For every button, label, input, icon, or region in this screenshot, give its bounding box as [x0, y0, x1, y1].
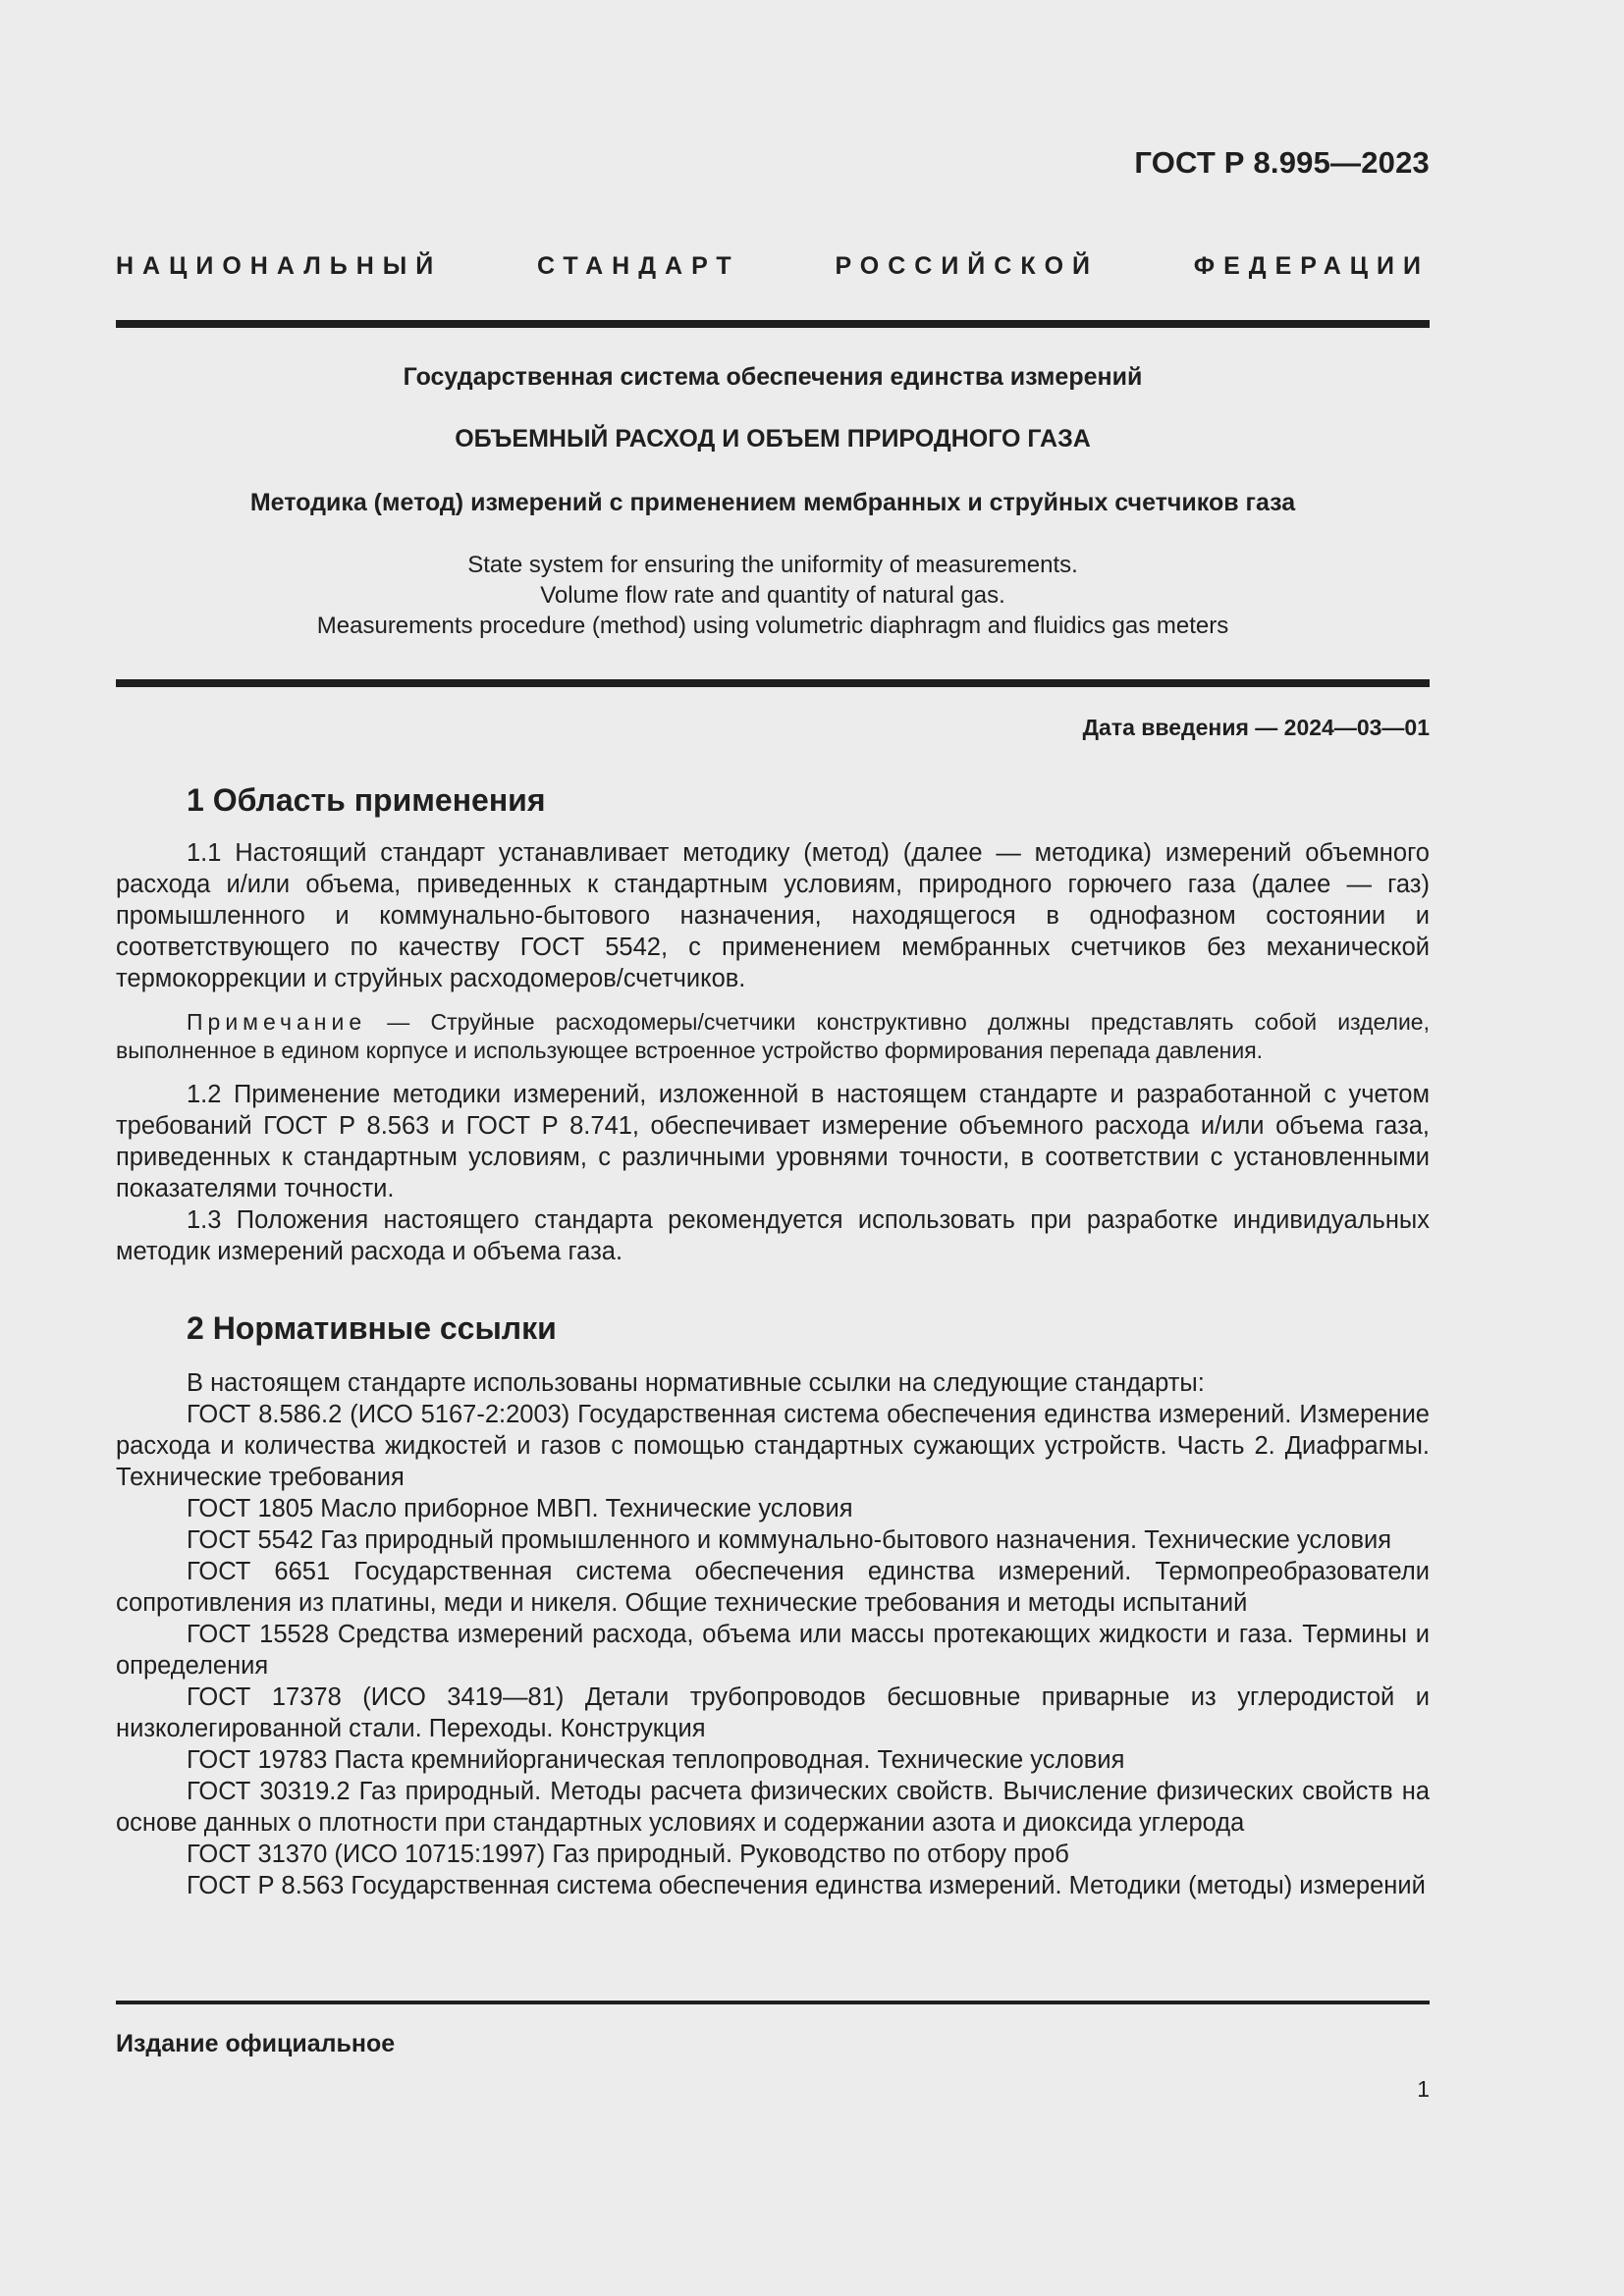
- paragraph-1-1: 1.1 Настоящий стандарт устанавливает методику (метод) (далее — методика) измерений объемного расхода и/или объема, приведенных к стандартным условиям, природного горючего газа (далее — газ) промышленного и коммунально-бытового назначения, находящегося в однофазном состоянии и соответствующего по качеству ГОСТ 5542, с применением мембранных счетчиков без механической термокоррекции и струйных расходомеров/счетчиков.: [116, 839, 1430, 992]
- english-title-line: Volume flow rate and quantity of natural gas.: [540, 582, 1005, 609]
- title-bottom-rule: [116, 679, 1430, 687]
- page-number: 1: [1417, 2076, 1430, 2102]
- reference-item: ГОСТ 15528 Средства измерений расхода, объема или массы протекающих жидкости и газа. Термины и определения: [116, 1621, 1430, 1680]
- reference-item: ГОСТ 19783 Паста кремнийорганическая теплопроводная. Технические условия: [187, 1746, 1125, 1774]
- reference-item: ГОСТ 1805 Масло приборное МВП. Технические условия: [187, 1495, 853, 1522]
- footer-rule: [116, 2001, 1430, 2004]
- section-1-heading: 1 Область применения: [187, 782, 546, 818]
- english-title-line: State system for ensuring the uniformity of measurements.: [467, 552, 1078, 578]
- method-title: Методика (метод) измерений с применением мембранных и струйных счетчиков газа: [249, 489, 1296, 516]
- standard-code: ГОСТ Р 8.995—2023: [1134, 145, 1430, 180]
- references-intro: В настоящем стандарте использованы нормативные ссылки на следующие стандарты:: [187, 1369, 1205, 1397]
- main-title: ОБЪЕМНЫЙ РАСХОД И ОБЪЕМ ПРИРОДНОГО ГАЗА: [455, 425, 1091, 453]
- paragraph-1-2: 1.2 Применение методики измерений, изложенной в настоящем стандарте и разработанной с учетом требований ГОСТ Р 8.563 и ГОСТ Р 8.741, обеспечивает измерение объемного расхода и/или объема газа, приведенных к стандартным условиям, с различными уровнями точности, в соответствии с установленными показателями точности.: [116, 1081, 1430, 1202]
- introduction-date: Дата введения — 2024—03—01: [1082, 715, 1430, 740]
- section-2-heading: 2 Нормативные ссылки: [187, 1310, 557, 1346]
- note-text: — Струйные расходомеры/счетчики конструктивно должны представлять собой изделие, выполненное в едином корпусе и использующее встроенное устройство формирования перепада давления.: [116, 1009, 1430, 1063]
- reference-item: ГОСТ 6651 Государственная система обеспечения единства измерений. Термопреобразователи сопротивления из платины, меди и никеля. Общие технические требования и методы испытаний: [116, 1558, 1430, 1617]
- official-edition-label: Издание официальное: [116, 2030, 396, 2057]
- reference-item: ГОСТ 30319.2 Газ природный. Методы расчета физических свойств. Вычисление физических свойств на основе данных о плотности при стандартных условиях и содержании азота и диоксида углерода: [116, 1778, 1430, 1837]
- reference-item: ГОСТ 31370 (ИСО 10715:1997) Газ природный. Руководство по отбору проб: [187, 1841, 1069, 1868]
- document-body: [116, 780, 1430, 1901]
- system-title: Государственная система обеспечения единства измерений: [403, 363, 1143, 391]
- national-standard-title: НАЦИОНАЛЬНЫЙ СТАНДАРТ РОССИЙСКОЙ ФЕДЕРАЦИИ: [116, 252, 1430, 280]
- note-paragraph: [116, 1008, 1430, 1065]
- paragraph-1-3: 1.3 Положения настоящего стандарта рекомендуется использовать при разработке индивидуальных методик измерений расхода и объема газа.: [116, 1206, 1430, 1265]
- reference-item: ГОСТ 5542 Газ природный промышленного и коммунально-бытового назначения. Технические условия: [187, 1526, 1392, 1554]
- note-label: Примечание: [187, 1009, 367, 1035]
- english-title-line: Measurements procedure (method) using volumetric diaphragm and fluidics gas meters: [316, 613, 1229, 639]
- top-rule: [116, 320, 1430, 328]
- reference-item: ГОСТ 8.586.2 (ИСО 5167-2:2003) Государственная система обеспечения единства измерений. Измерение расхода и количества жидкостей и газов с помощью стандартных сужающих устройств. Часть 2. Диафрагмы. Технические требования: [116, 1401, 1430, 1491]
- reference-item: ГОСТ Р 8.563 Государственная система обеспечения единства измерений. Методики (методы) измерений: [187, 1872, 1426, 1899]
- reference-item: ГОСТ 17378 (ИСО 3419—81) Детали трубопроводов бесшовные приварные из углеродистой и низколегированной стали. Переходы. Конструкция: [116, 1683, 1430, 1742]
- english-title: [116, 550, 1430, 641]
